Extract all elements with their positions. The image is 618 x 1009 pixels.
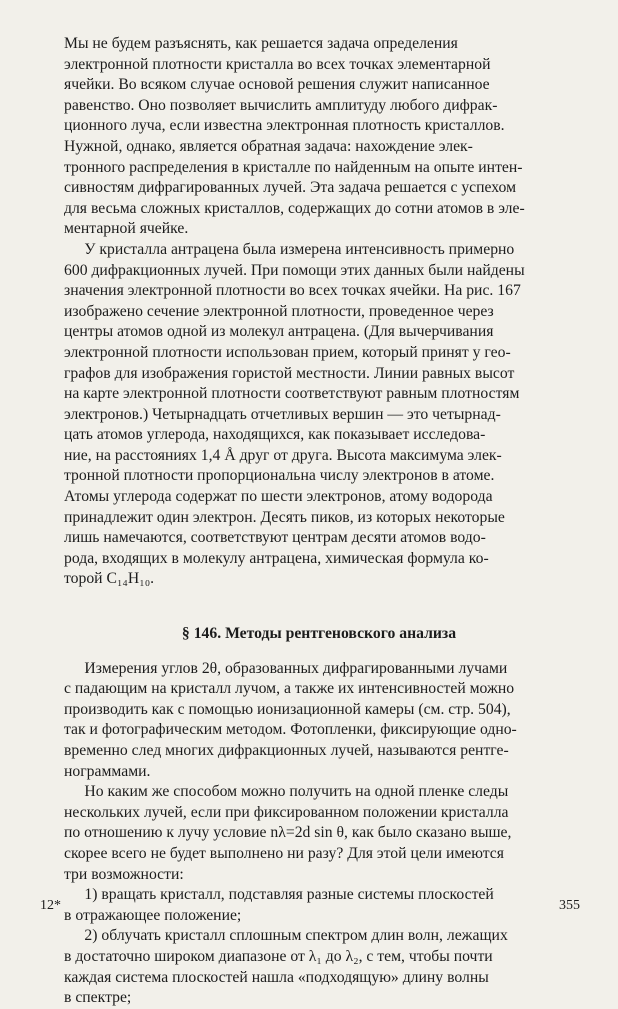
page-number: 355 [559,898,580,913]
paragraph-4: Но каким же способом можно получить на одной пленке следы нескольких лучей, если при фиксированном положении кристалла по отношению к лучу условие nλ=2d sin θ, как было сказано выше, скорее всего не будет выполнено ни разу? Для этой цели имеются три возможности: [64,783,512,883]
section-title: § 146. Методы рентгеновского анализа [181,625,457,643]
paragraph-1: Мы не будем разъяснять, как решается задача определения электронной плотности кристалла во всех точках элементарной ячейки. Во всяком случае основой решения служит написанное равенство. Оно позволяет вычислить амплитуду любого дифрак- ционного луча, если известна электронная плотность кристаллов. Нужной, однако, является обратная задача: нахождение элек- тронного распределения в кристалле по найденным на опыте интен- сивностям дифрагированных лучей. Эта задача решается с успехом для весьма сложных кристаллов, содержащих до сотни атомов в эле- ментарной ячейке. [64,35,525,238]
paragraph-3: Измерения углов 2θ, образованных дифрагированными лучами с падающим на кристалл лучом, а также их интенсивностей можно производить как с помощью ионизационной камеры (см. стр. 504), так и фотографическим методом. Фотопленки, фиксирующие одно- временно след многих дифракционных лучей, называются рентге- нограммами. [64,659,517,780]
signature-mark: 12* [40,898,61,913]
list-item-1: 1) вращать кристалл, подставляя разные системы плоскостей в отражающее положение; [64,886,494,924]
paragraph-2: У кристалла антрацена была измерена интенсивность примерно 600 дифракционных лучей. При помощи этих данных были найдены значения электронной плотности во всех точках ячейки. На рис. 167 изображено сечение электронной плотности, проведенное через центры атомов одной из молекул антрацена. (Для вычерчивания электронной плотности использован прием, который принят у гео- графов для изображения гористой местности. Линии равных высот на карте электронной плотности соответствуют равным плотностям электронов.) Четырнадцать отчетливых вершин — это четырнад- цать атомов углерода, находящихся, как показывает исследова- ние, на расстояниях 1,4 Å друг от друга. Высота максимума элек- тронной плотности пропорциональна числу электронов в атоме. Атомы углерода содержат по шести электронов, атому водорода принадлежит один электрон. Десять пиков, из которых некоторые лишь намечаются, соответствуют центрам десяти атомов водо- рода, входящих в молекулу антрацена, химическая формула ко- торой C₁₄H₁₀. [64,240,525,588]
list-item-2: 2) облучать кристалл сплошным спектром длин волн, лежащих в достаточно широком диапазоне от λ₁ до λ₂, с тем, чтобы почти каждая система плоскостей нашла «подходящую» длину волны в спектре; [64,927,508,1007]
page-content [64,34,574,1009]
